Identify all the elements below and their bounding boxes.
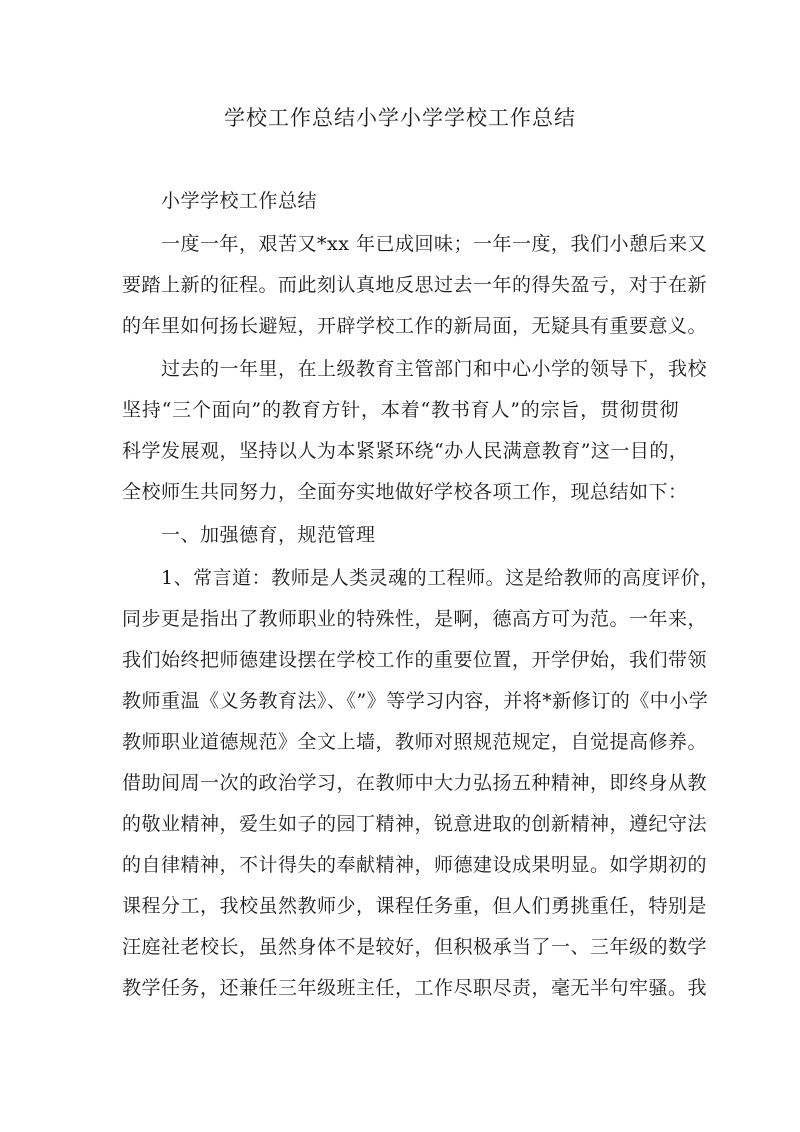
paragraph-line: 全校师生共同努力，全面夯实地做好学校各项工作，现总结如下： xyxy=(122,481,688,503)
paragraph-line: 教师重温《义务教育法》、《”》等学习内容，并将*新修订的《中小学 xyxy=(122,690,709,712)
paragraph-line: 同步更是指出了教师职业的特殊性，是啊，德高方可为范。一年来， xyxy=(122,608,708,630)
section-heading: 一、加强德育，规范管理 xyxy=(161,524,376,546)
paragraph-line: 教学任务，还兼任三年级班主任，工作尽职尽责，毫无半句牢骚。我 xyxy=(122,977,708,999)
paragraph-line: 过去的一年里，在上级教育主管部门和中心小学的领导下，我校 xyxy=(161,358,708,380)
paragraph-line: 要踏上新的征程。而此刻认真地反思过去一年的得失盈亏，对于在新 xyxy=(122,274,708,296)
section-heading: 小学学校工作总结 xyxy=(161,190,318,212)
paragraph-line: 一度一年，艰苦又*xx 年已成回味；一年一度，我们小憩后来又 xyxy=(161,233,707,255)
paragraph-line: 坚持“三个面向”的教育方针，本着“教书育人”的宗旨，贯彻贯彻 xyxy=(122,399,679,421)
paragraph-line: 课程分工，我校虽然教师少，课程任务重，但人们勇挑重任，特别是 xyxy=(122,895,708,917)
paragraph-line: 的自律精神，不计得失的奉献精神，师德建设成果明显。如学期初的 xyxy=(122,854,708,876)
paragraph-line: 借助间周一次的政治学习，在教师中大力弘扬五种精神，即终身从教 xyxy=(122,772,708,794)
paragraph-line: 科学发展观，坚持以人为本紧紧环绕“办人民满意教育”这一目的， xyxy=(122,440,689,462)
paragraph-line: 汪庭社老校长，虽然身体不是较好，但积极承当了一、三年级的数学 xyxy=(122,936,708,958)
paragraph-line: 我们始终把师德建设摆在学校工作的重要位置，开学伊始，我们带领 xyxy=(122,649,708,671)
paragraph-line: 教师职业道德规范》全文上墙，教师对照规范规定，自觉提高修养。 xyxy=(122,731,708,753)
paragraph-line: 的敬业精神，爱生如子的园丁精神，锐意进取的创新精神，遵纪守法 xyxy=(122,813,708,835)
document-title: 学校工作总结小学小学学校工作总结 xyxy=(224,106,576,130)
paragraph-line: 的年里如何扬长避短，开辟学校工作的新局面，无疑具有重要意义。 xyxy=(122,315,708,337)
paragraph-line: 1、常言道：教师是人类灵魂的工程师。这是给教师的高度评价， xyxy=(161,567,720,589)
